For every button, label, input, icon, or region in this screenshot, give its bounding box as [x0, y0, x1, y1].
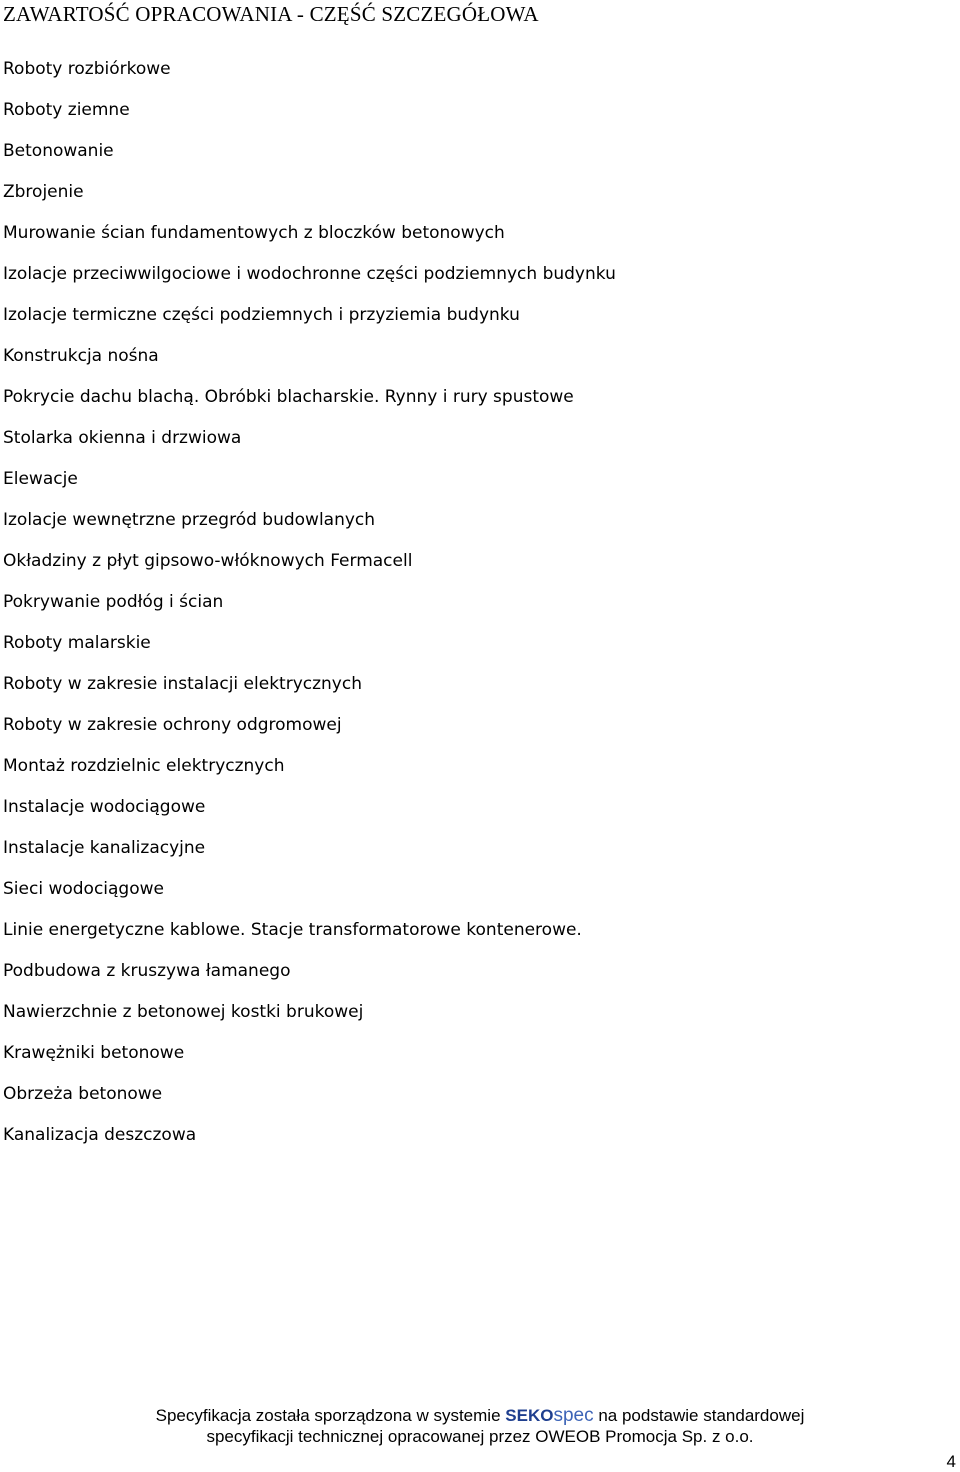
footer-text-after: na podstawie standardowej — [598, 1406, 805, 1425]
footer-line-1 — [0, 1405, 960, 1426]
logo-seko: SEKO — [505, 1406, 554, 1425]
list-item: Pokrycie dachu blachą. Obróbki blacharskie. Rynny i rury spustowe — [3, 387, 574, 407]
list-item: Montaż rozdzielnic elektrycznych — [3, 756, 285, 776]
list-item: Linie energetyczne kablowe. Stacje transformatorowe kontenerowe. — [3, 920, 582, 940]
list-item: Pokrywanie podłóg i ścian — [3, 592, 224, 612]
list-item: Izolacje przeciwwilgociowe i wodochronne części podziemnych budynku — [3, 264, 616, 284]
list-item: Sieci wodociągowe — [3, 879, 164, 899]
list-item: Elewacje — [3, 469, 78, 489]
list-item: Obrzeża betonowe — [3, 1084, 163, 1104]
list-item: Betonowanie — [3, 141, 114, 161]
list-item: Roboty rozbiórkowe — [3, 59, 171, 79]
sekospec-logo — [505, 1406, 593, 1425]
list-item: Krawężniki betonowe — [3, 1043, 185, 1063]
list-item: Murowanie ścian fundamentowych z bloczków betonowych — [3, 223, 505, 243]
list-item: Izolacje wewnętrzne przegród budowlanych — [3, 510, 376, 530]
page-title: ZAWARTOŚĆ OPRACOWANIA - CZĘŚĆ SZCZEGÓŁOWA — [3, 2, 539, 26]
footer-text-before: Specyfikacja została sporządzona w systemie — [155, 1406, 501, 1425]
list-item: Stolarka okienna i drzwiowa — [3, 428, 242, 448]
list-item: Kanalizacja deszczowa — [3, 1125, 197, 1145]
list-item: Okładziny z płyt gipsowo-włóknowych Fermacell — [3, 551, 413, 571]
page-number: 4 — [946, 1452, 956, 1471]
footer — [0, 1405, 960, 1447]
list-item: Nawierzchnie z betonowej kostki brukowej — [3, 1002, 364, 1022]
list-item: Roboty w zakresie instalacji elektrycznych — [3, 674, 362, 694]
list-item: Zbrojenie — [3, 182, 84, 202]
list-item: Konstrukcja nośna — [3, 346, 159, 366]
logo-spec: spec — [553, 1405, 594, 1426]
contents-list — [3, 57, 616, 1164]
list-item: Roboty malarskie — [3, 633, 151, 653]
footer-line-2: specyfikacji technicznej opracowanej przez OWEOB Promocja Sp. z o.o. — [206, 1427, 754, 1446]
list-item: Instalacje wodociągowe — [3, 797, 206, 817]
list-item: Izolacje termiczne części podziemnych i przyziemia budynku — [3, 305, 520, 325]
list-item: Roboty w zakresie ochrony odgromowej — [3, 715, 342, 735]
list-item: Instalacje kanalizacyjne — [3, 838, 206, 858]
list-item: Podbudowa z kruszywa łamanego — [3, 961, 291, 981]
list-item: Roboty ziemne — [3, 100, 130, 120]
